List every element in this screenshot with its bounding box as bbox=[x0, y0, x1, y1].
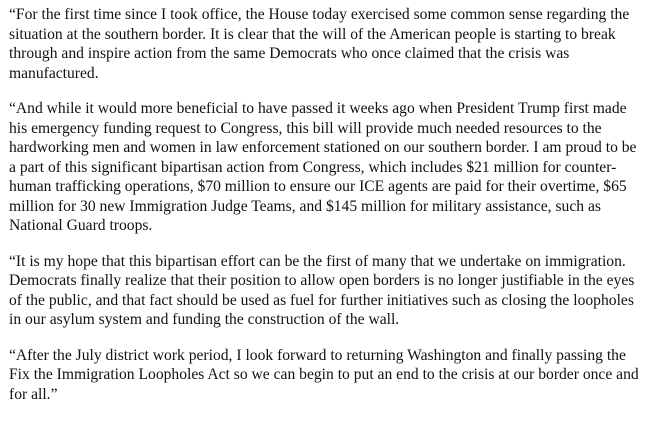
paragraph-2: “And while it would more beneficial to have passed it weeks ago when President Trump first made his emergency funding request to Congress, this bill will provide much needed resources to the hardworking men and women in law enforcement stationed on our southern border. I am proud to be a part of this significant bipartisan action from Congress, which includes $21 million for counter-human trafficking operations, $70 million to ensure our ICE agents are paid for their overtime, $65 million for 30 new Immigration Judge Teams, and $145 million for military assistance, such as National Guard troops. bbox=[9, 100, 637, 234]
paragraph-3: “It is my hope that this bipartisan effort can be the first of many that we undertake on immigration. Democrats finally realize that their position to allow open borders is no longer justifiable in the eyes of the public, and that fact should be used as fuel for further initiatives such as closing the loopholes in our asylum system and funding the construction of the wall. bbox=[9, 252, 635, 328]
paragraph-4: “After the July district work period, I look forward to returning Washington and finally passing the Fix the Immigration Loopholes Act so we can begin to put an end to the crisis at our border once and for all.” bbox=[9, 346, 639, 403]
paragraph-1: “For the first time since I took office, the House today exercised some common sense regarding the situation at the southern border. It is clear that the will of the American people is starting to break through and inspire action from the same Democrats who once claimed that the crisis was manufactured. bbox=[9, 6, 630, 82]
